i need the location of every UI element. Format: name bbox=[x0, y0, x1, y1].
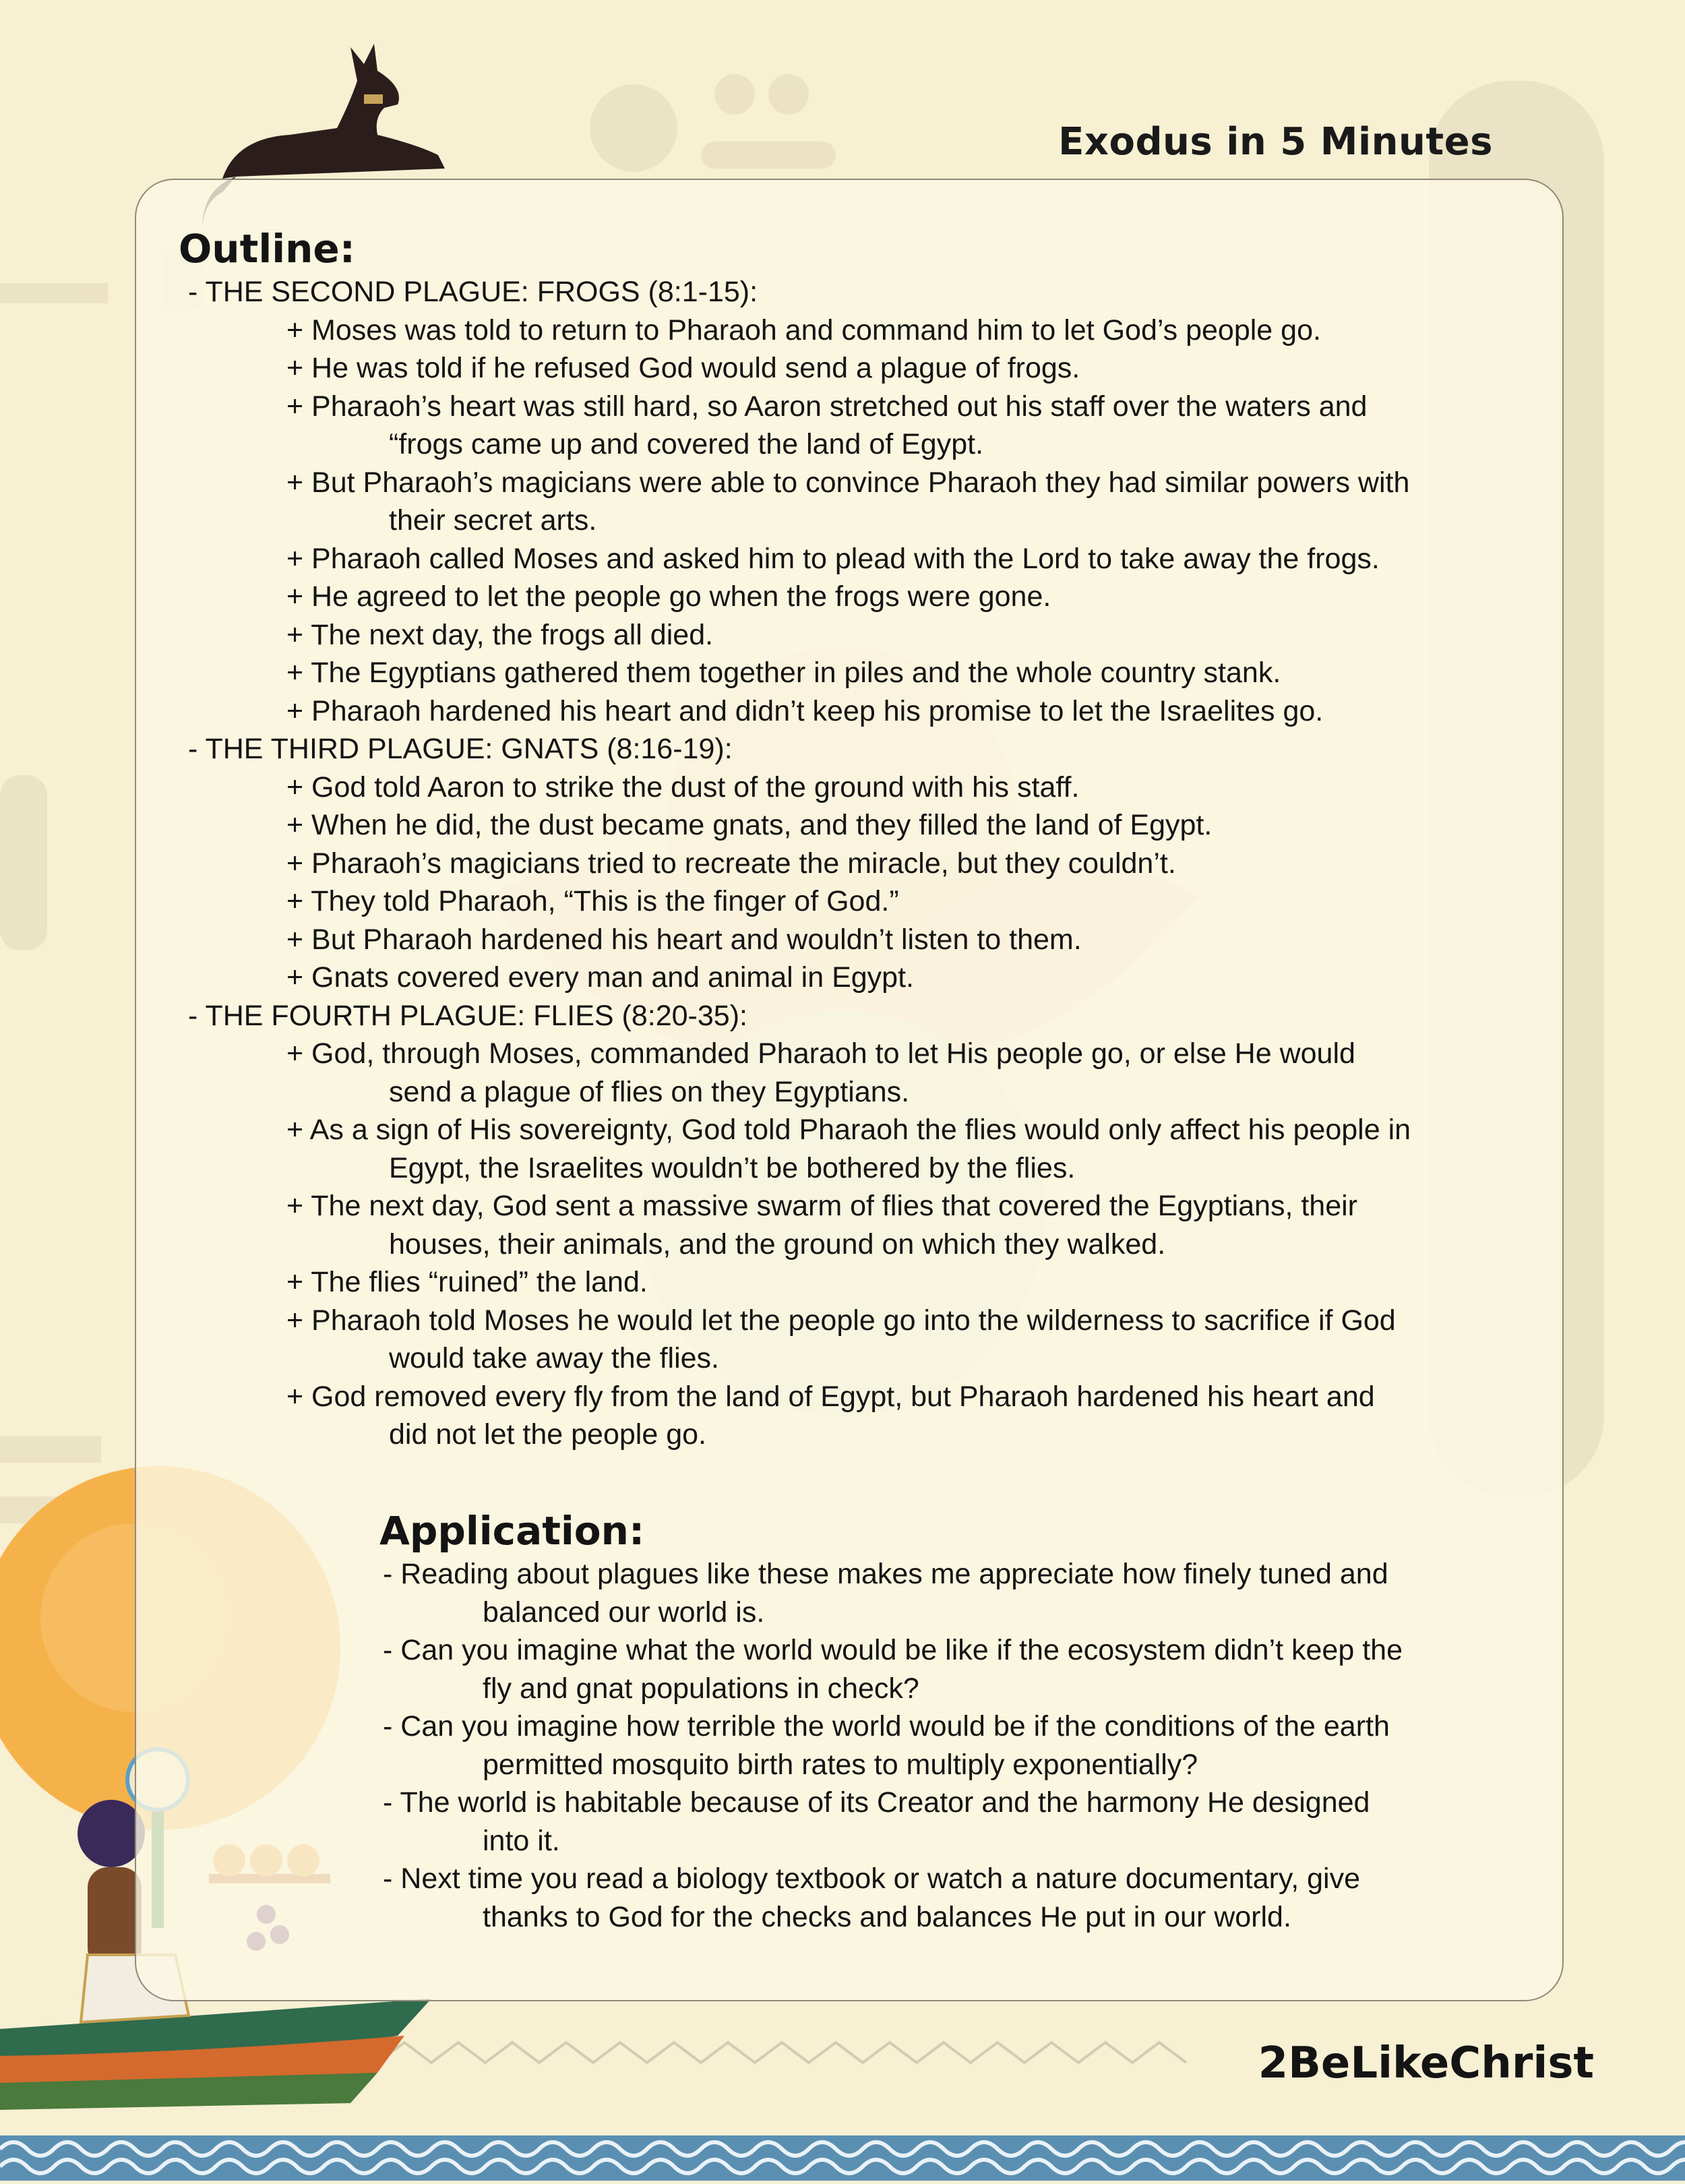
application-heading: Application: bbox=[379, 1508, 645, 1554]
bullet-item: + Pharaoh’s heart was still hard, so Aaron stretched out his staff over the waters and bbox=[286, 390, 1368, 423]
bullet-item: + Pharaoh told Moses he would let the people go into the wilderness to sacrifice if God bbox=[286, 1304, 1396, 1337]
application-item-continuation: permitted mosquito birth rates to multiply exponentially? bbox=[483, 1748, 1198, 1781]
bullet-item: + Pharaoh’s magicians tried to recreate the miracle, but they couldn’t. bbox=[286, 847, 1176, 880]
bullet-item: + He was told if he refused God would send a plague of frogs. bbox=[286, 352, 1080, 384]
bullet-item: + Pharaoh hardened his heart and didn’t keep his promise to let the Israelites go. bbox=[286, 694, 1324, 727]
bullet-item: + But Pharaoh’s magicians were able to convince Pharaoh they had similar powers with bbox=[286, 466, 1410, 499]
outline-heading: Outline: bbox=[179, 226, 355, 272]
bullet-item-continuation: would take away the flies. bbox=[389, 1342, 719, 1374]
application-item-continuation: into it. bbox=[483, 1824, 560, 1857]
application-item-continuation: fly and gnat populations in check? bbox=[483, 1672, 919, 1705]
bullet-item: + But Pharaoh hardened his heart and wouldn’t listen to them. bbox=[286, 923, 1082, 956]
application-item-continuation: balanced our world is. bbox=[483, 1596, 765, 1629]
section-title: - THE SECOND PLAGUE: FROGS (8:1-15): bbox=[188, 276, 758, 308]
bullet-item: + Pharaoh called Moses and asked him to plead with the Lord to take away the frogs. bbox=[286, 542, 1380, 575]
bullet-item: + God removed every fly from the land of Egypt, but Pharaoh hardened his heart and bbox=[286, 1380, 1375, 1413]
bullet-item: + God, through Moses, commanded Pharaoh to let His people go, or else He would bbox=[286, 1037, 1355, 1070]
application-item: - Reading about plagues like these makes me appreciate how finely tuned and bbox=[383, 1558, 1388, 1590]
bullet-item-continuation: did not let the people go. bbox=[389, 1418, 706, 1451]
application-item: - Can you imagine how terrible the world would be if the conditions of the earth bbox=[383, 1710, 1390, 1742]
outline-section bbox=[179, 224, 1527, 1454]
bullet-item: + When he did, the dust became gnats, and they filled the land of Egypt. bbox=[286, 809, 1213, 841]
bullet-item: + God told Aaron to strike the dust of the ground with his staff. bbox=[286, 770, 1080, 803]
page-title: Exodus in 5 Minutes bbox=[1058, 120, 1493, 164]
application-item: - Can you imagine what the world would be like if the ecosystem didn’t keep the bbox=[383, 1634, 1403, 1666]
bullet-item: + As a sign of His sovereignty, God told Pharaoh the flies would only affect his people in bbox=[286, 1114, 1411, 1146]
application-item: - The world is habitable because of its Creator and the harmony He designed bbox=[383, 1786, 1370, 1819]
hieroglyph-sun-icon bbox=[590, 84, 677, 172]
brand-logo-text: 2BeLikeChrist bbox=[1258, 2038, 1594, 2088]
section-title: - THE THIRD PLAGUE: GNATS (8:16-19): bbox=[188, 733, 733, 765]
bullet-item: + They told Pharaoh, “This is the finger of God.” bbox=[286, 885, 899, 917]
bullet-item: + He agreed to let the people go when the frogs were gone. bbox=[286, 580, 1051, 613]
bullet-item-continuation: their secret arts. bbox=[389, 504, 597, 537]
bullet-item: + The next day, God sent a massive swarm of flies that covered the Egyptians, their bbox=[286, 1190, 1358, 1222]
bullet-item: + Moses was told to return to Pharaoh and command him to let God’s people go. bbox=[286, 313, 1321, 346]
bullet-item-continuation: houses, their animals, and the ground on which they walked. bbox=[389, 1227, 1166, 1261]
bullet-item-continuation: send a plague of flies on they Egyptians. bbox=[389, 1075, 910, 1108]
bullet-item: + Gnats covered every man and animal in Egypt. bbox=[286, 961, 914, 994]
section-title: - THE FOURTH PLAGUE: FLIES (8:20-35): bbox=[188, 999, 747, 1032]
application-section bbox=[379, 1507, 1525, 1936]
bullet-item: + The flies “ruined” the land. bbox=[286, 1266, 648, 1298]
bullet-item: + The Egyptians gathered them together in piles and the whole country stank. bbox=[286, 657, 1281, 689]
application-item-continuation: thanks to God for the checks and balances He put in our world. bbox=[483, 1900, 1291, 1933]
bullet-item: + The next day, the frogs all died. bbox=[286, 618, 714, 651]
bullet-item-continuation: Egypt, the Israelites wouldn’t be bothered by the flies. bbox=[389, 1151, 1076, 1184]
bottom-border-strip bbox=[0, 2135, 1685, 2181]
bullet-item-continuation: “frogs came up and covered the land of Egypt. bbox=[389, 428, 984, 460]
application-item: - Next time you read a biology textbook or watch a nature documentary, give bbox=[383, 1862, 1361, 1895]
